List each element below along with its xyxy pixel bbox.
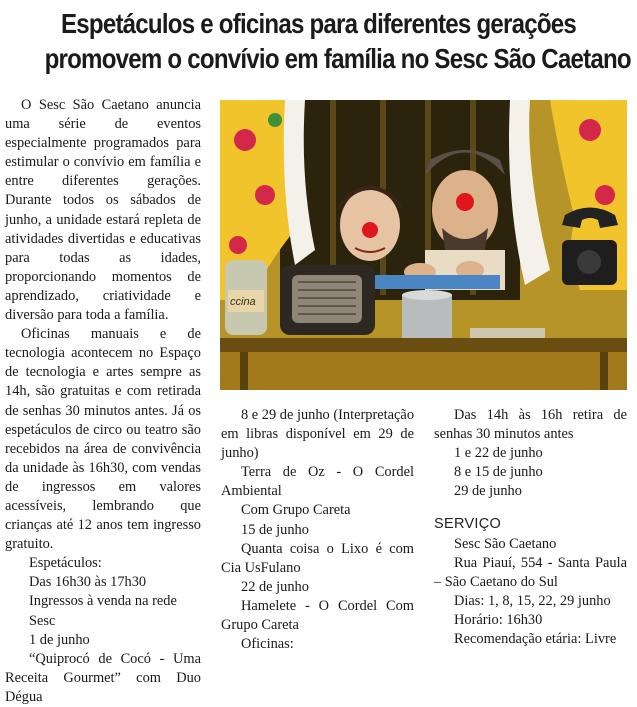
jar-label: ccina [230, 296, 256, 308]
workshops-time: Das 14h às 16h retira de senhas 30 minutos antes [434, 407, 627, 443]
date-june-1: 1 de junho [29, 631, 90, 648]
event-days: Dias: 1, 8, 15, 22, 29 junho [454, 592, 611, 609]
show-title-terra-de-oz: Terra de Oz - O Cordel Ambiental [221, 464, 414, 500]
venue-address: Rua Piauí, 554 - Santa Paula – São Caetano do Sul [434, 554, 627, 590]
workshops-heading: Oficinas: [241, 636, 294, 653]
servico-heading: SERVIÇO [434, 516, 502, 533]
intro-paragraph: O Sesc São Caetano anuncia uma série de eventos especialmente programados para estimular o convívio em família e entre diferentes gerações. Durante todos os sábados de junho, a unidade estará repleta de atividades divertidas e educativas para todas as idades, proporcionando momentos de aprendizado, criatividade e diversão para toda a família. [5, 97, 201, 324]
company-grupo-careta: Com Grupo Careta [241, 502, 351, 519]
dates-june-8-29: 8 e 29 de junho (Interpretação em libras disponível em 29 de junho) [221, 407, 415, 462]
age-rating: Recomendação etária: Livre [454, 631, 617, 648]
article-column-3 [434, 406, 627, 649]
show-title-hamelete: Hamelete - O Cordel Com Grupo Careta [221, 597, 414, 634]
shows-heading: Espetáculos: [29, 555, 102, 572]
headline-line-1: Espetáculos e oficinas para diferentes gerações [60, 8, 577, 39]
clowns-photo [220, 100, 627, 390]
dates-june-8-15: 8 e 15 de junho [454, 464, 543, 481]
event-time: Horário: 16h30 [454, 611, 543, 628]
dates-june-1-22: 1 e 22 de junho [454, 445, 543, 462]
date-june-15: 15 de junho [241, 521, 309, 538]
headline [44, 6, 631, 76]
clowns-photo-image [220, 100, 627, 390]
show-title-quiproco: “Quiprocó de Cocó - Uma Receita Gourmet” com Duo Dégua [5, 650, 201, 705]
workshops-paragraph: Oficinas manuais e de tecnologia acontecem no Espaço de tecnologia e artes sempre as 14h, são gratuitas e com retirada de senhas 30 minutos antes. Já os espetáculos de circo ou teatro são recebidos na área de convivência da unidade às 16h30, com vendas de ingressos em valores acessíveis, lembrando que crianças até 12 anos tem ingresso gratuito. [5, 326, 201, 553]
date-june-22: 22 de junho [241, 578, 309, 595]
shows-time: Das 16h30 às 17h30 [29, 574, 147, 591]
tickets-note: Ingressos à venda na rede Sesc [29, 593, 177, 629]
date-june-29: 29 de junho [454, 483, 522, 500]
headline-line-2: promovem o convívio em família no Sesc São Caetano [44, 43, 631, 74]
show-title-quanta-coisa: Quanta coisa o Lixo é com Cia UsFulano [221, 540, 414, 576]
venue-name: Sesc São Caetano [454, 535, 557, 552]
article-column-1 [5, 96, 201, 707]
article-column-2 [221, 406, 414, 654]
